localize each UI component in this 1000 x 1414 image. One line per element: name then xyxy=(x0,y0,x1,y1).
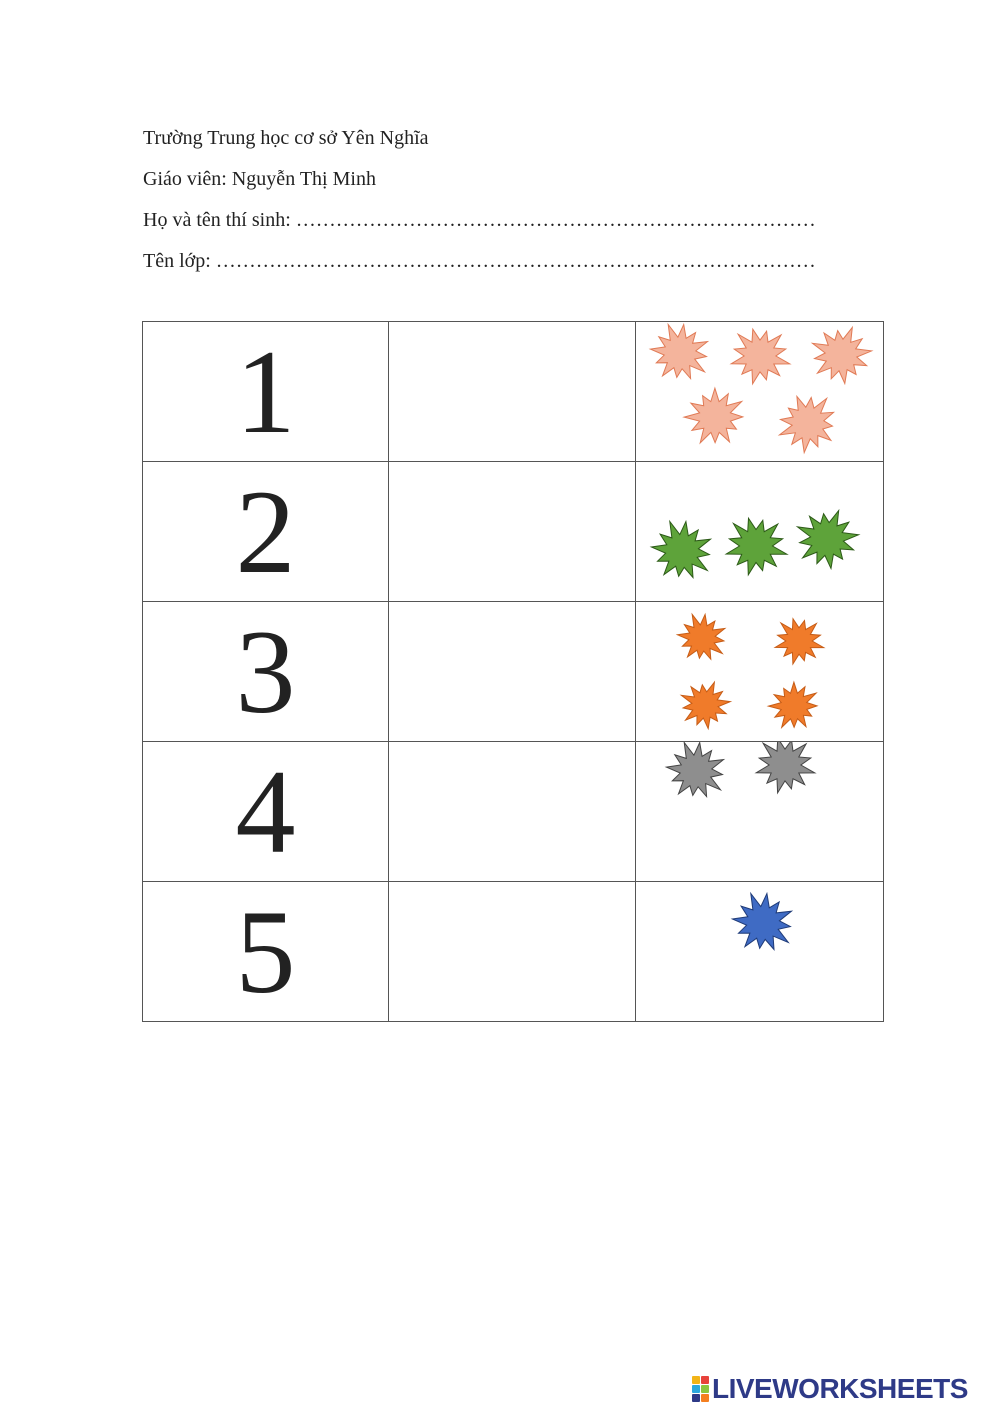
answer-drop-zone[interactable] xyxy=(389,462,636,602)
class-name-line: Tên lớp: ……………………………………………………………………………… xyxy=(143,250,816,272)
table-row xyxy=(143,742,884,882)
matching-table xyxy=(142,321,884,1022)
star-icon xyxy=(650,325,707,379)
star-group xyxy=(636,462,882,601)
number-cell: 2 xyxy=(143,462,389,602)
answer-drop-zone[interactable] xyxy=(389,322,636,462)
answer-drop-zone[interactable] xyxy=(389,882,636,1022)
logo-tile xyxy=(692,1394,700,1402)
star-group-cell xyxy=(636,742,884,882)
liveworksheets-logo xyxy=(692,1374,968,1404)
star-icon xyxy=(756,742,815,793)
table-row xyxy=(143,462,884,602)
logo-tile xyxy=(692,1376,700,1384)
star-group xyxy=(636,742,882,881)
number-cell: 4 xyxy=(143,742,389,882)
star-icon xyxy=(731,329,790,384)
logo-tile xyxy=(701,1385,709,1393)
table-row xyxy=(143,882,884,1022)
liveworksheets-logo-icon xyxy=(692,1376,709,1402)
logo-tile xyxy=(701,1394,709,1402)
number-cell: 1 xyxy=(143,322,389,462)
star-group-cell xyxy=(636,602,884,742)
star-group-cell xyxy=(636,322,884,462)
teacher-name: Giáo viên: Nguyễn Thị Minh xyxy=(143,168,376,190)
star-icon xyxy=(813,327,872,383)
star-group xyxy=(636,882,882,1021)
star-icon xyxy=(732,894,791,950)
student-name-line: Họ và tên thí sinh: …………………………………………………………………… xyxy=(143,209,816,231)
star-icon xyxy=(798,511,859,569)
star-icon xyxy=(780,396,834,452)
logo-tile xyxy=(701,1376,709,1384)
answer-drop-zone[interactable] xyxy=(389,602,636,742)
star-group xyxy=(636,602,882,741)
star-icon xyxy=(681,682,730,728)
brand-text: LIVEWORKSHEETS xyxy=(712,1373,968,1404)
number-cell: 3 xyxy=(143,602,389,742)
star-icon xyxy=(769,682,818,727)
number-cell: 5 xyxy=(143,882,389,1022)
table-row xyxy=(143,322,884,462)
worksheet-header xyxy=(143,118,816,282)
star-icon xyxy=(651,522,710,578)
table-row xyxy=(143,602,884,742)
star-group xyxy=(636,322,882,461)
star-icon xyxy=(726,518,787,575)
answer-drop-zone[interactable] xyxy=(389,742,636,882)
star-icon xyxy=(678,614,725,659)
star-icon xyxy=(775,619,824,664)
star-group-cell xyxy=(636,882,884,1022)
school-name: Trường Trung học cơ sở Yên Nghĩa xyxy=(143,127,429,149)
logo-tile xyxy=(692,1385,700,1393)
star-icon xyxy=(666,743,723,797)
star-group-cell xyxy=(636,462,884,602)
star-icon xyxy=(684,388,743,443)
